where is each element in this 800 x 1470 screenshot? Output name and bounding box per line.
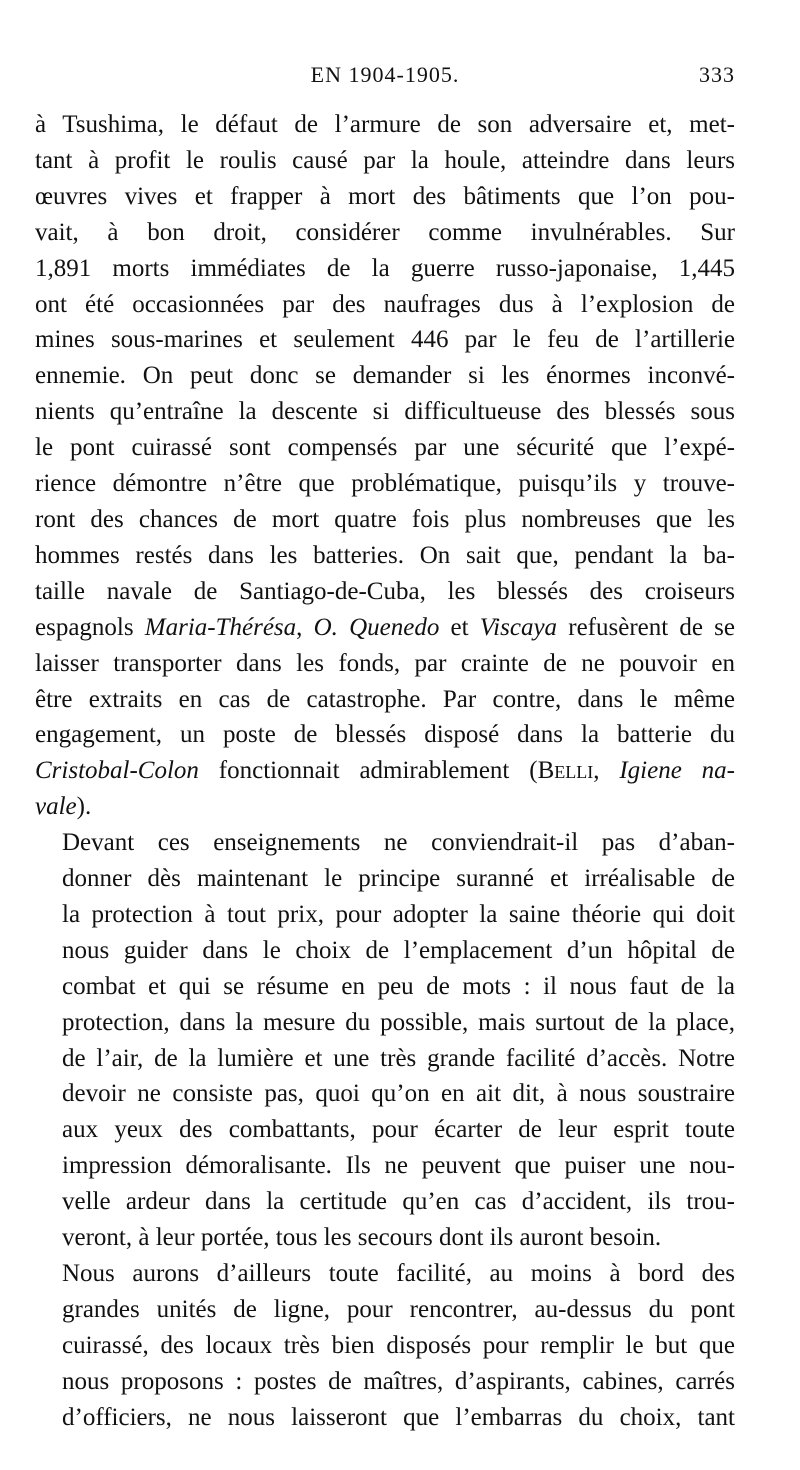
text-line: cuirassé, des locaux très bien disposés pour remplir le but que bbox=[62, 1331, 735, 1359]
work-title: Igiene na- bbox=[619, 757, 735, 785]
text-span: refusèrent de se bbox=[557, 613, 735, 641]
text-line: nients qu’entraîne la descente si difficultueuse des blessés sous bbox=[35, 398, 735, 426]
text-line: impression démoralisante. Ils ne peuvent que puiser une nou- bbox=[62, 1152, 735, 1180]
text-span: espagnols bbox=[35, 613, 145, 641]
text-line: 1,891 morts immédiates de la guerre russo-japonaise, 1,445 bbox=[35, 254, 735, 282]
text-line bbox=[35, 610, 735, 646]
text-line: donner dès maintenant le principe suranné et irréalisable de bbox=[62, 865, 735, 893]
text-line: de l’air, de la lumière et une très grande facilité d’accès. Notre bbox=[62, 1044, 735, 1072]
running-title: EN 1904-1905. bbox=[310, 62, 460, 87]
body-text bbox=[35, 107, 735, 1436]
text-line: rience démontre n’être que problématique, puisqu’ils y trouve- bbox=[35, 470, 735, 498]
text-span: ). bbox=[76, 793, 92, 821]
text-line bbox=[35, 753, 735, 789]
text-line: le pont cuirassé sont compensés par une sécurité que l’expé- bbox=[35, 434, 735, 462]
ship-name: Viscaya bbox=[479, 613, 558, 641]
text-line: combat et qui se résume en peu de mots : il nous faut de la bbox=[62, 972, 735, 1000]
text-line bbox=[35, 789, 735, 825]
text-line: ont été occasionnées par des naufrages dus à l’explosion de bbox=[35, 290, 735, 318]
text-line: tant à profit le roulis causé par la houle, atteindre dans leurs bbox=[35, 146, 735, 174]
author-name: Belli bbox=[537, 757, 594, 785]
paragraph-3 bbox=[35, 1256, 735, 1436]
text-line: velle ardeur dans la certitude qu’en cas d’accident, ils trou- bbox=[62, 1188, 735, 1216]
ship-name: Cristobal-Colon bbox=[35, 757, 199, 785]
text-line: mines sous-marines et seulement 446 par le feu de l’artillerie bbox=[35, 326, 735, 354]
work-title: vale bbox=[35, 793, 77, 821]
text-line: veront, à leur portée, tous les secours dont ils auront besoin. bbox=[62, 1224, 662, 1252]
text-line: taille navale de Santiago-de-Cuba, les blessés des croiseurs bbox=[35, 577, 735, 605]
text-line: protection, dans la mesure du possible, mais surtout de la place, bbox=[62, 1008, 735, 1036]
text-line: vait, à bon droit, considérer comme invulnérables. Sur bbox=[35, 218, 735, 246]
text-line: devoir ne consiste pas, quoi qu’on en ait dit, à nous soustraire bbox=[62, 1080, 735, 1108]
text-line: nous guider dans le choix de l’emplacement d’un hôpital de bbox=[62, 936, 735, 964]
text-line: d’officiers, ne nous laisseront que l’embarras du choix, tant bbox=[62, 1403, 735, 1431]
text-line: Nous aurons d’ailleurs toute facilité, au moins à bord des bbox=[62, 1260, 735, 1287]
text-span: , bbox=[296, 613, 314, 641]
text-line: ront des chances de mort quatre fois plus nombreuses que les bbox=[35, 505, 735, 533]
text-line: grandes unités de ligne, pour rencontrer, au-dessus du pont bbox=[62, 1295, 735, 1323]
page-number: 333 bbox=[699, 62, 735, 87]
text-line: œuvres vives et frapper à mort des bâtiments que l’on pou- bbox=[35, 182, 735, 210]
text-span: , bbox=[593, 757, 620, 785]
text-line: être extraits en cas de catastrophe. Par contre, dans le même bbox=[35, 685, 735, 713]
text-line: la protection à tout prix, pour adopter la saine théorie qui doit bbox=[62, 900, 735, 928]
running-header bbox=[35, 62, 735, 92]
text-line: hommes restés dans les batteries. On sait que, pendant la ba- bbox=[35, 541, 735, 569]
text-line: à Tsushima, le défaut de l’armure de son adversaire et, met- bbox=[35, 111, 735, 138]
text-line: ennemie. On peut donc se demander si les énormes inconvé- bbox=[35, 362, 735, 390]
text-span: fonctionnait admirablement ( bbox=[198, 757, 538, 785]
text-line: laisser transporter dans les fonds, par crainte de ne pouvoir en bbox=[35, 649, 735, 677]
text-span: et bbox=[439, 613, 480, 641]
ship-name: O. Quenedo bbox=[313, 613, 440, 641]
text-line: nous proposons : postes de maîtres, d’aspirants, cabines, carrés bbox=[62, 1367, 735, 1395]
text-line: aux yeux des combattants, pour écarter de leur esprit toute bbox=[62, 1116, 735, 1144]
text-line: engagement, un poste de blessés disposé dans la batterie du bbox=[35, 721, 735, 749]
paragraph-1 bbox=[35, 107, 735, 825]
ship-name: Maria-Thérésa bbox=[144, 613, 297, 641]
paragraph-2 bbox=[35, 825, 735, 1256]
text-line: Devant ces enseignements ne conviendrait-il pas d’aban- bbox=[62, 829, 735, 857]
